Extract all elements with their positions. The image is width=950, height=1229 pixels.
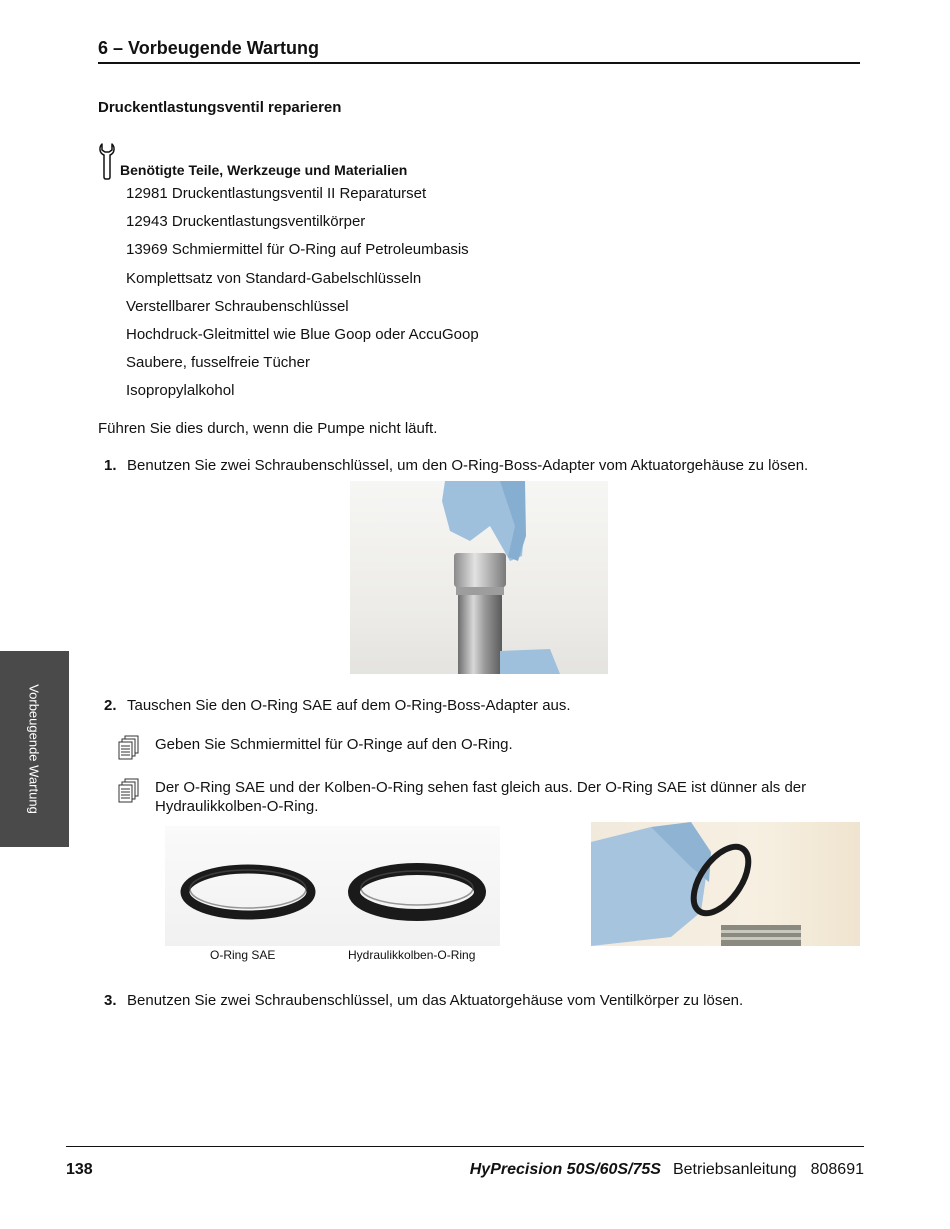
list-item: Komplettsatz von Standard-Gabelschlüsseln: [126, 269, 422, 287]
adapter-photo: [350, 481, 608, 674]
doc-number: 808691: [810, 1161, 864, 1178]
page-number: 138: [66, 1161, 93, 1178]
chapter-title: 6 – Vorbeugende Wartung: [98, 38, 320, 58]
step-text: Benutzen Sie zwei Schraubenschlüssel, um das Aktuatorgehäuse vom Ventilkörper zu lösen.: [127, 992, 744, 1009]
step-text: Benutzen Sie zwei Schraubenschlüssel, um den O-Ring-Boss-Adapter vom Aktuatorgehäuse zu lösen.: [127, 457, 809, 474]
step-number: 1.: [104, 457, 117, 474]
chapter-header: [98, 36, 860, 64]
section-title: Druckentlastungsventil reparieren: [98, 99, 342, 116]
side-tab: [0, 651, 69, 847]
orings-illustration: [165, 826, 500, 946]
step-number: 2.: [104, 697, 117, 714]
oring-hand-illustration: [591, 822, 860, 946]
oring-hand-photo: [591, 822, 860, 946]
note-icon: [118, 778, 140, 804]
page-footer: [66, 1146, 864, 1186]
orings-figure: [165, 826, 500, 946]
ring-caption-sae: O-Ring SAE: [210, 948, 276, 962]
wrench-icon: [98, 142, 118, 180]
note-text: Geben Sie Schmiermittel für O-Ringe auf den O-Ring.: [155, 736, 513, 753]
footer-doc-info: [470, 1161, 864, 1179]
list-item: 13969 Schmiermittel für O-Ring auf Petroleumbasis: [126, 241, 469, 259]
step-text: Tauschen Sie den O-Ring SAE auf dem O-Ring-Boss-Adapter aus.: [127, 697, 571, 714]
list-item: Saubere, fusselfreie Tücher: [126, 354, 310, 372]
product-name: HyPrecision 50S/60S/75S: [469, 1161, 661, 1178]
adapter-illustration: [350, 481, 608, 674]
list-item: 12981 Druckentlastungsventil II Reparaturset: [126, 185, 427, 202]
list-item: Verstellbarer Schraubenschlüssel: [126, 297, 349, 315]
materials-list: [126, 184, 479, 410]
note-text: Der O-Ring SAE und der Kolben-O-Ring sehen fast gleich aus. Der O-Ring SAE ist dünner als der Hydraulikkolben-O-Ring.: [155, 779, 807, 815]
doc-type: Betriebsanleitung: [672, 1161, 797, 1178]
side-tab-label: Vorbeugende Wartung: [26, 684, 42, 814]
intro-paragraph: Führen Sie dies durch, wenn die Pumpe nicht läuft.: [98, 420, 438, 437]
ring-caption-hydraulic: Hydraulikkolben-O-Ring: [348, 948, 476, 962]
materials-heading: Benötigte Teile, Werkzeuge und Materialien: [120, 162, 408, 178]
step-number: 3.: [104, 992, 117, 1009]
list-item: Isopropylalkohol: [126, 382, 235, 400]
list-item: 12943 Druckentlastungsventilkörper: [126, 213, 366, 231]
note-icon: [118, 735, 140, 761]
list-item: Hochdruck-Gleitmittel wie Blue Goop oder AccuGoop: [126, 325, 479, 343]
